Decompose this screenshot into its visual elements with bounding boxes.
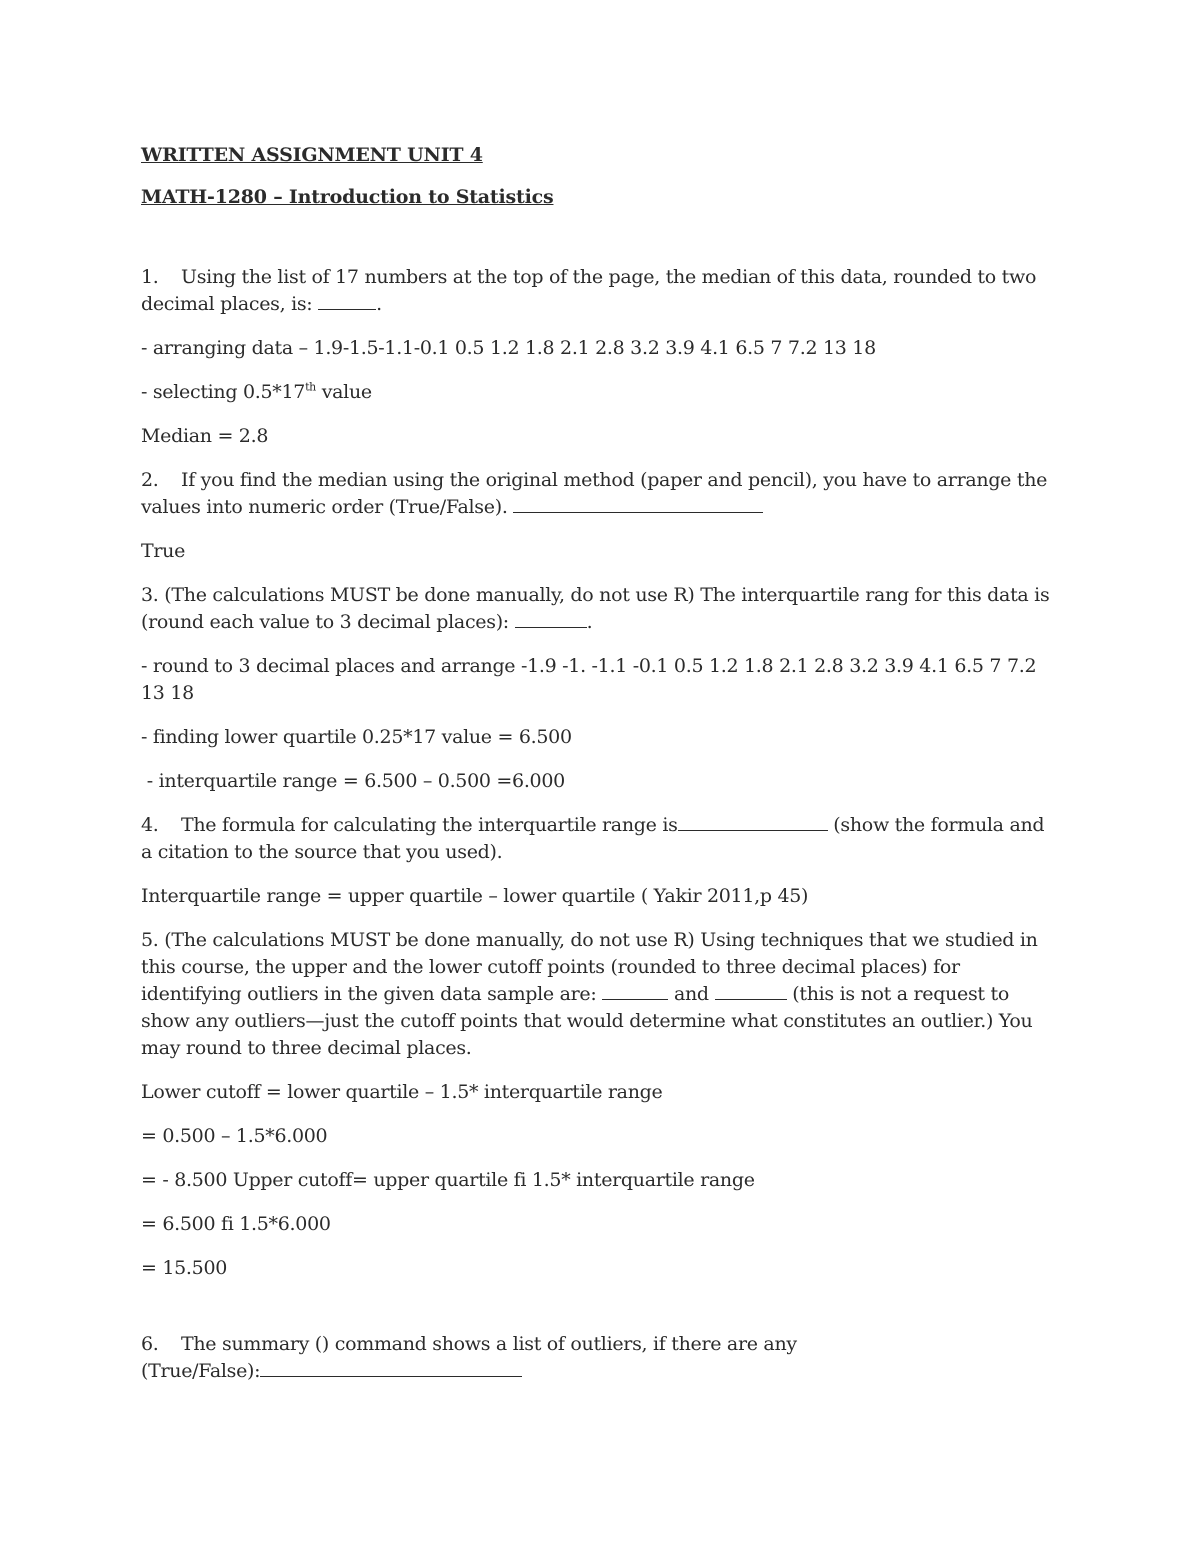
answer-blank: [260, 1358, 522, 1377]
question-6-prompt-end: (True/False):: [141, 1360, 261, 1382]
question-1-step-arrange: - arranging data – 1.9-1.5-1.1-0.1 0.5 1.2 1.8 2.1 2.8 3.2 3.9 4.1 6.5 7 7.2 13 18: [141, 337, 876, 359]
answer-blank-upper: [602, 981, 668, 1000]
question-5-line-1: Lower cutoff = lower quartile – 1.5* interquartile range: [141, 1081, 663, 1103]
question-6: [141, 1331, 1061, 1358]
course-title: MATH-1280 – Introduction to Statistics: [141, 186, 554, 208]
question-1: [141, 264, 1061, 318]
question-4-prompt-end: (show the formula and a citation to the source that you used).: [141, 814, 1045, 863]
question-3-step-iqr: - interquartile range = 6.500 – 0.500 =6.000: [141, 770, 565, 792]
question-2-answer: True: [141, 540, 186, 562]
step-text: value: [315, 381, 372, 403]
spacer: [141, 1299, 1061, 1331]
question-5-prompt: 5. (The calculations MUST be done manually, do not use R) Using techniques that we studied in this course, the upper and the lower cutoff points (rounded to three decimal places) for identifying outliers in the given data sample are:: [141, 929, 1038, 1005]
question-4-number: 4.: [141, 814, 159, 836]
question-1-answer: Median = 2.8: [141, 425, 269, 447]
step-text: - selecting 0.5*17: [141, 381, 306, 403]
question-6-number: 6.: [141, 1333, 159, 1355]
question-3-prompt: 3. (The calculations MUST be done manually, do not use R) The interquartile rang for this data is (round each value to 3 decimal places):: [141, 584, 1050, 633]
question-3-step-lower-quartile: - finding lower quartile 0.25*17 value = 6.500: [141, 726, 572, 748]
question-1-prompt: Using the list of 17 numbers at the top of the page, the median of this data, rounded to two decimal places, is:: [141, 266, 1037, 315]
question-5-line-5: = 15.500: [141, 1257, 228, 1279]
answer-blank-lower: [715, 981, 787, 1000]
question-2-number: 2.: [141, 469, 159, 491]
answer-blank: [678, 812, 828, 831]
question-1-step-select: [141, 379, 1061, 406]
answer-blank: [318, 291, 376, 310]
question-5-line-4: = 6.500 fi 1.5*6.000: [141, 1213, 331, 1235]
question-5-prompt-end: (this is not a request to show any outliers—just the cutoff points that would determine what constitutes an outlier.) You may round to three decimal places.: [141, 983, 1033, 1059]
question-3: [141, 582, 1061, 636]
question-4-answer: Interquartile range = upper quartile – lower quartile ( Yakir 2011,p 45): [141, 885, 809, 907]
question-4: [141, 812, 1061, 866]
conjunction: and: [668, 983, 715, 1005]
punctuation: .: [376, 293, 382, 315]
question-1-number: 1.: [141, 266, 159, 288]
question-4-prompt: The formula for calculating the interquartile range is: [181, 814, 678, 836]
question-3-step-round: - round to 3 decimal places and arrange -1.9 -1. -1.1 -0.1 0.5 1.2 1.8 2.1 2.8 3.2 3.9 4.1 6.5 7 7.2 13 18: [141, 655, 1037, 704]
superscript: th: [305, 380, 316, 394]
answer-blank: [513, 494, 763, 513]
document-body: [141, 140, 1061, 1402]
question-5: [141, 927, 1061, 1062]
punctuation: .: [586, 611, 593, 633]
assignment-title: WRITTEN ASSIGNMENT UNIT 4: [141, 144, 483, 166]
question-6-prompt: The summary () command shows a list of outliers, if there are any: [181, 1333, 797, 1355]
question-5-line-3: = - 8.500 Upper cutoff= upper quartile fi 1.5* interquartile range: [141, 1169, 755, 1191]
question-2-prompt: If you find the median using the original method (paper and pencil), you have to arrange the values into numeric order (True/False).: [141, 469, 1048, 518]
question-6-line-2: [141, 1358, 1061, 1385]
question-2: [141, 467, 1061, 521]
answer-blank: [515, 609, 587, 628]
question-5-line-2: = 0.500 – 1.5*6.000: [141, 1125, 328, 1147]
